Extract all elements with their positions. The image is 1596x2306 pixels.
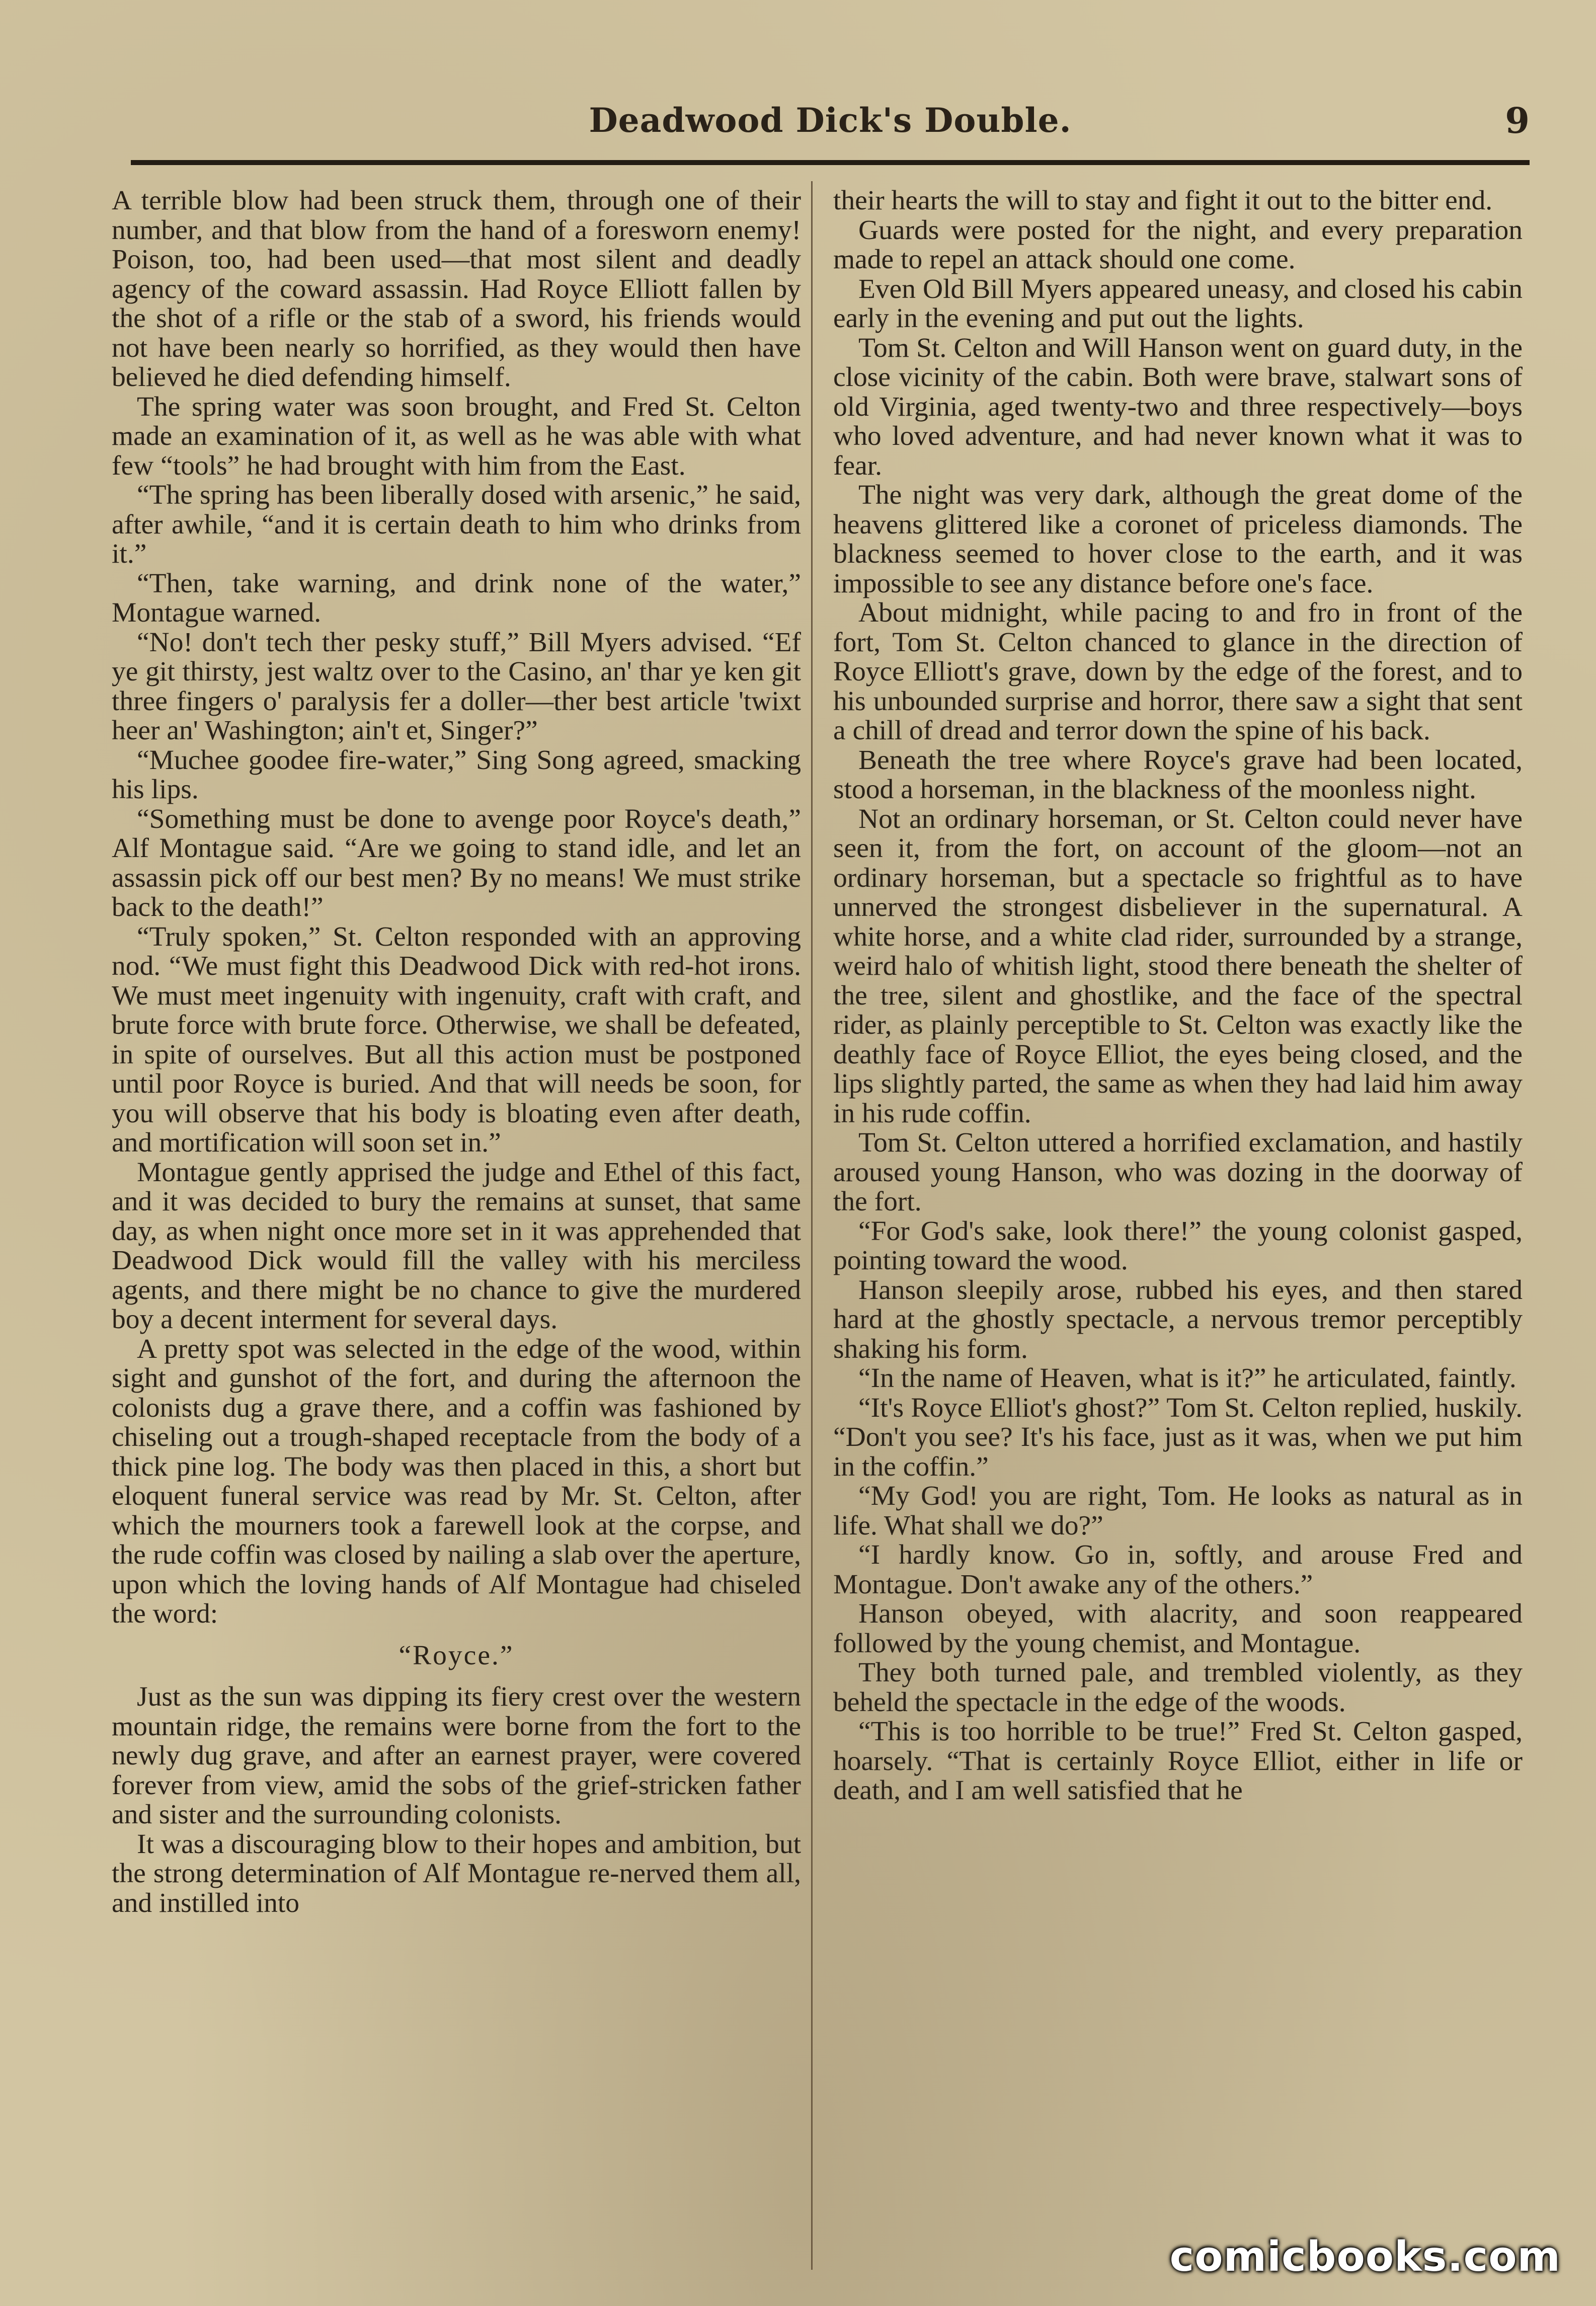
paragraph: Montague gently apprised the judge and Ethel of this fact, and it was decided to bury the remains at sunset, that same day, as when night once more set in it was apprehended that Deadwood Dick would fill the valley with his merciless agents, and there might be no chance to give the murdered boy a decent interment for several days. (112, 1157, 801, 1335)
right-column (833, 186, 1523, 2265)
paragraph: Tom St. Celton and Will Hanson went on guard duty, in the close vicinity of the cabin. Both were brave, stalwart sons of old Virginia, aged twenty-two and three respectively—boys who loved adventure, and had never known what it was to fear. (833, 332, 1523, 481)
paragraph: A terrible blow had been struck them, through one of their number, and that blow from the hand of a foresworn enemy! Poison, too, had been used—that most silent and deadly agency of the coward assassin. Had Royce Elliott fallen by the shot of a rifle or the stab of a sword, his friends would not have been nearly so horrified, as they would then have believed he died defending himself. (112, 186, 801, 393)
paragraph: “I hardly know. Go in, softly, and arouse Fred and Montague. Don't awake any of the others.” (833, 1540, 1523, 1600)
paragraph: Tom St. Celton uttered a horrified exclamation, and hastily aroused young Hanson, who was dozing in the doorway of the fort. (833, 1127, 1523, 1217)
inscription: “Royce.” (398, 1640, 514, 1671)
paragraph: Hanson sleepily arose, rubbed his eyes, and then stared hard at the ghostly spectacle, a nervous tremor perceptibly shaking his form. (833, 1274, 1523, 1364)
paragraph: “My God! you are right, Tom. He looks as natural as in life. What shall we do?” (833, 1481, 1523, 1541)
column-divider (811, 181, 813, 2270)
paragraph: About midnight, while pacing to and fro in front of the fort, Tom St. Celton chanced to glance in the direction of Royce Elliott's grave, down by the edge of the forest, and to his unbounded surprise and horror, there saw a sight that sent a chill of dread and terror down the spine of his back. (833, 597, 1523, 746)
paragraph: The spring water was soon brought, and Fred St. Celton made an examination of it, as well as he was able with what few “tools” he had brought with him from the East. (112, 391, 801, 481)
paragraph: They both turned pale, and trembled violently, as they beheld the spectacle in the edge of the woods. (833, 1657, 1523, 1718)
paragraph: “Truly spoken,” St. Celton responded with an approving nod. “We must fight this Deadwood Dick with red-hot irons. We must meet ingenuity with ingenuity, craft with craft, and brute force with brute force. Otherwise, we shall be defeated, in spite of ourselves. But all this action must be postponed until poor Royce is buried. And that will needs be soon, for you will observe that his body is bloating even after death, and mortification will soon set in.” (112, 921, 801, 1158)
page-header (131, 96, 1530, 151)
running-title: Deadwood Dick's Double. (589, 101, 1072, 140)
paragraph: “Then, take warning, and drink none of the water,” Montague warned. (112, 568, 801, 628)
paragraph: Not an ordinary horseman, or St. Celton could never have seen it, from the fort, on account of the gloom—not an ordinary horseman, but a spectacle so frightful as to have unnerved the strongest disbeliever in the supernatural. A white horse, and a white clad rider, surrounded by a strange, weird halo of whitish light, stood there beneath the shelter of the tree, silent and ghostlike, and the face of the spectral rider, as plainly perceptible to St. Celton was exactly like the deathly face of Royce Elliot, the eyes being closed, and the lips slightly parted, the same as when they had laid him away in his rude coffin. (833, 803, 1523, 1129)
paragraph: their hearts the will to stay and fight it out to the bitter end. (833, 186, 1493, 216)
site-watermark: comicbooks.com (1169, 2233, 1561, 2281)
paragraph: “Muchee goodee fire-water,” Sing Song agreed, smacking his lips. (112, 744, 801, 805)
paragraph: “It's Royce Elliot's ghost?” Tom St. Celton replied, huskily. “Don't you see? It's his face, just as it was, when we put him in the coffin.” (833, 1392, 1523, 1482)
page-number: 9 (1505, 100, 1530, 141)
paragraph: It was a discouraging blow to their hopes and ambition, but the strong determination of Alf Montague re-nerved them all, and instilled into (112, 1828, 801, 1918)
paragraph: Hanson obeyed, with alacrity, and soon reappeared followed by the young chemist, and Montague. (833, 1598, 1523, 1659)
paragraph: Even Old Bill Myers appeared uneasy, and closed his cabin early in the evening and put out the lights. (833, 273, 1523, 334)
paragraph: “This is too horrible to be true!” Fred St. Celton gasped, hoarsely. “That is certainly Royce Elliot, either in life or death, and I am well satisfied that he (833, 1716, 1523, 1806)
paragraph: Beneath the tree where Royce's grave had been located, stood a horseman, in the blackness of the moonless night. (833, 744, 1523, 805)
left-column (112, 186, 801, 2265)
paragraph: The night was very dark, although the great dome of the heavens glittered like a coronet of priceless diamonds. The blackness seemed to hover close to the earth, and it was impossible to see any distance before one's face. (833, 480, 1523, 599)
paragraph: “Something must be done to avenge poor Royce's death,” Alf Montague said. “Are we going to stand idle, and let an assassin pick off our best men? By no means! We must strike back to the death!” (112, 803, 801, 923)
paragraph: Guards were posted for the night, and every preparation made to repel an attack should one come. (833, 214, 1523, 275)
paragraph: “No! don't tech ther pesky stuff,” Bill Myers advised. “Ef ye git thirsty, jest waltz over to the Casino, an' thar ye ken git three fingers o' paralysis fer a doller—ther best article 'twixt heer an' Washington; ain't et, Singer?” (112, 627, 801, 746)
paragraph: A pretty spot was selected in the edge of the wood, within sight and gunshot of the fort, and during the afternoon the colonists dug a grave there, and a coffin was fashioned by chiseling out a trough-shaped receptacle from the body of a thick pine log. The body was then placed in this, a short but eloquent funeral service was read by Mr. St. Celton, after which the mourners took a farewell look at the corpse, and the rude coffin was closed by nailing a slab over the aperture, upon which the loving hands of Alf Montague had chiseled the word: (112, 1333, 801, 1629)
header-rule (131, 160, 1530, 165)
paragraph: Just as the sun was dipping its fiery crest over the western mountain ridge, the remains were borne from the fort to the newly dug grave, and after an earnest prayer, were covered forever from view, amid the sobs of the grief-stricken father and sister and the surrounding colonists. (112, 1681, 801, 1830)
paragraph: “In the name of Heaven, what is it?” he articulated, faintly. (858, 1363, 1517, 1394)
paragraph: “The spring has been liberally dosed with arsenic,” he said, after awhile, “and it is certain death to him who drinks from it.” (112, 480, 801, 569)
paragraph: “For God's sake, look there!” the young colonist gasped, pointing toward the wood. (833, 1215, 1523, 1276)
